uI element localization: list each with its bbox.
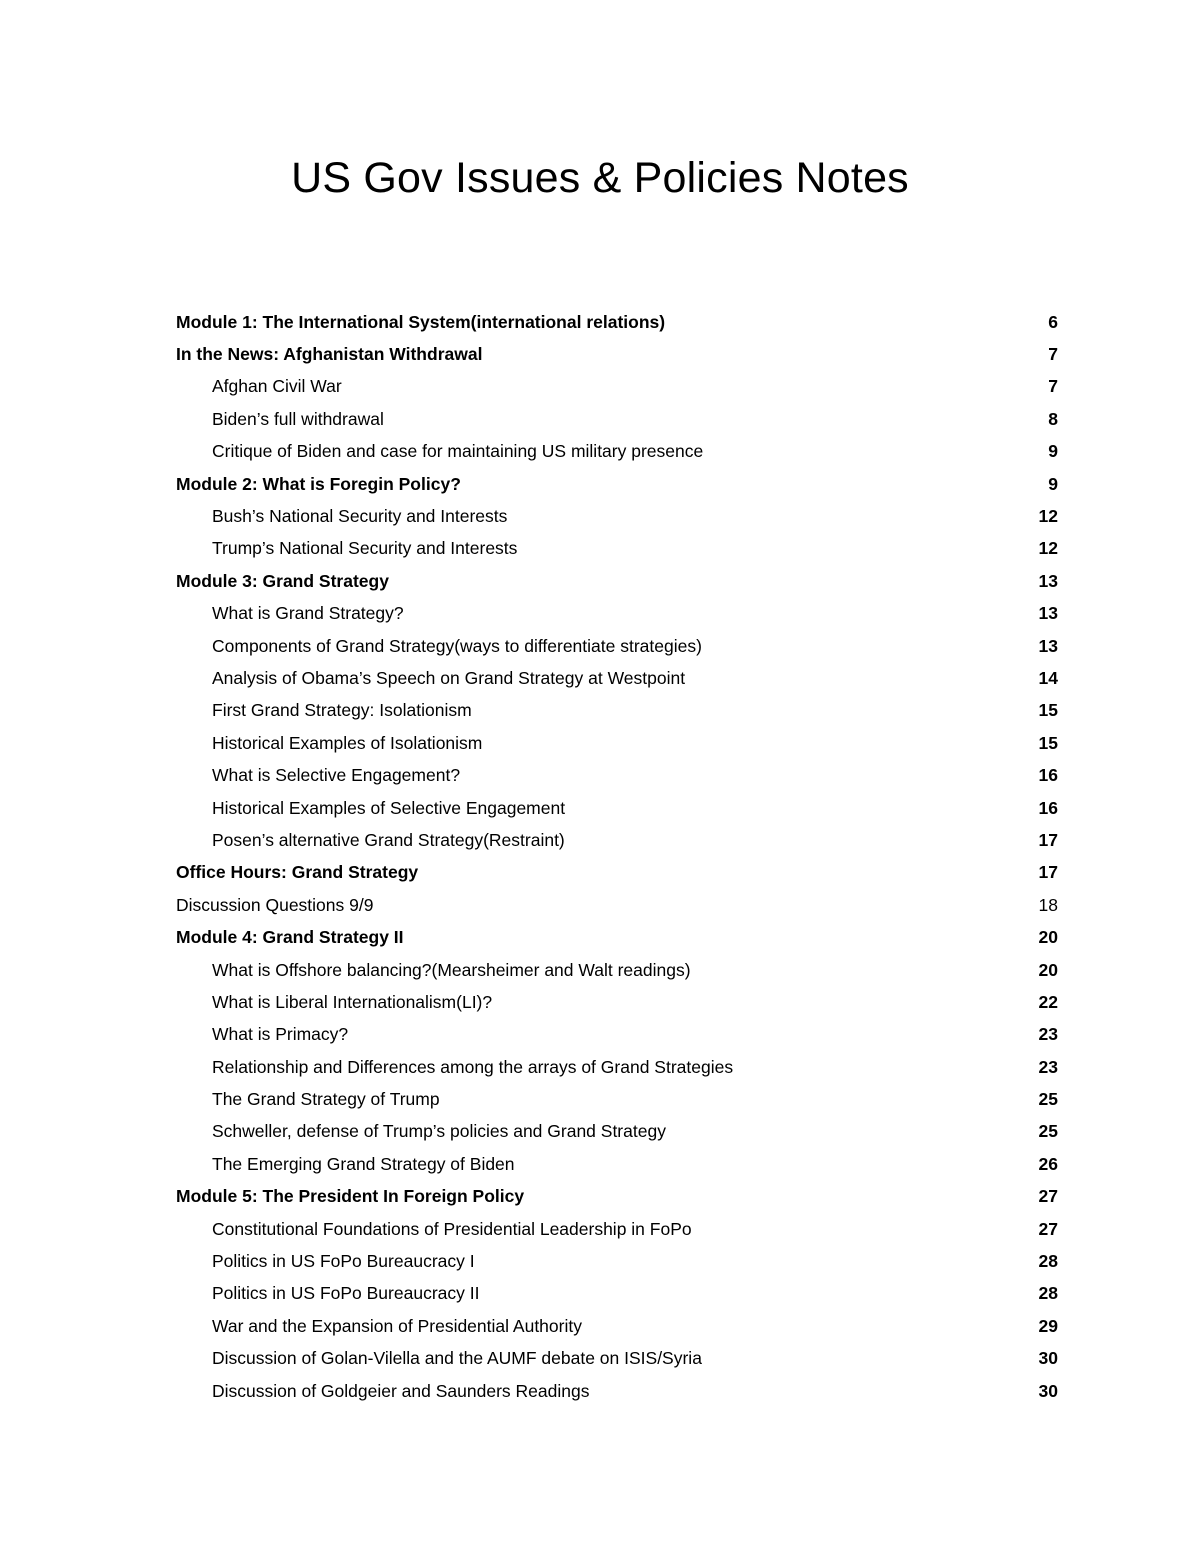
document-title: US Gov Issues & Policies Notes xyxy=(291,154,909,202)
toc-entry-label: Module 1: The International System(international relations) xyxy=(176,311,666,332)
toc-entry-page-number: 12 xyxy=(1038,538,1058,559)
toc-subsection-entry[interactable] xyxy=(176,727,1058,759)
toc-entry-page-number: 17 xyxy=(1038,829,1058,850)
toc-entry-label: Discussion of Goldgeier and Saunders Readings xyxy=(212,1380,590,1401)
toc-entry-label: Bush’s National Security and Interests xyxy=(212,506,508,527)
toc-entry-label: Historical Examples of Selective Engagement xyxy=(212,797,566,818)
toc-subsection-entry[interactable] xyxy=(176,1310,1058,1342)
toc-subsection-entry[interactable] xyxy=(176,1083,1058,1115)
toc-entry-page-number: 17 xyxy=(1038,862,1058,883)
toc-entry-page-number: 25 xyxy=(1038,1121,1058,1142)
toc-entry-page-number: 16 xyxy=(1038,765,1058,786)
toc-entry-label: Schweller, defense of Trump’s policies and Grand Strategy xyxy=(212,1121,666,1142)
toc-section-entry[interactable] xyxy=(176,565,1058,597)
toc-section-entry[interactable] xyxy=(176,306,1058,338)
toc-section-entry[interactable] xyxy=(176,921,1058,953)
toc-entry-label: Politics in US FoPo Bureaucracy I xyxy=(212,1251,475,1272)
toc-entry-label: What is Primacy? xyxy=(212,1024,349,1045)
toc-subsection-entry[interactable] xyxy=(176,1213,1058,1245)
toc-entry-label: Trump’s National Security and Interests xyxy=(212,538,518,559)
toc-entry-page-number: 30 xyxy=(1038,1348,1058,1369)
toc-section-entry[interactable] xyxy=(176,1181,1058,1213)
toc-entry-label: Historical Examples of Isolationism xyxy=(212,732,483,753)
toc-section-entry[interactable] xyxy=(176,857,1058,889)
toc-subsection-entry[interactable] xyxy=(176,1116,1058,1148)
toc-entry-page-number: 27 xyxy=(1038,1186,1058,1207)
toc-entry-page-number: 27 xyxy=(1038,1218,1058,1239)
toc-entry-label: Components of Grand Strategy(ways to differentiate strategies) xyxy=(212,635,702,656)
toc-subsection-entry[interactable] xyxy=(176,436,1058,468)
toc-entry-label: Module 5: The President In Foreign Policy xyxy=(176,1186,525,1207)
toc-entry-page-number: 28 xyxy=(1038,1283,1058,1304)
toc-section-entry[interactable] xyxy=(176,338,1058,370)
toc-subsection-entry[interactable] xyxy=(176,1278,1058,1310)
toc-subsection-entry[interactable] xyxy=(176,598,1058,630)
toc-entry-page-number: 13 xyxy=(1038,603,1058,624)
toc-entry-label: Discussion of Golan-Vilella and the AUMF debate on ISIS/Syria xyxy=(212,1348,702,1369)
toc-entry-label: Module 2: What is Foregin Policy? xyxy=(176,473,461,494)
toc-section-entry[interactable] xyxy=(176,889,1058,921)
toc-subsection-entry[interactable] xyxy=(176,1343,1058,1375)
toc-entry-page-number: 14 xyxy=(1038,667,1058,688)
toc-entry-label: Critique of Biden and case for maintaining US military presence xyxy=(212,441,704,462)
toc-entry-label: In the News: Afghanistan Withdrawal xyxy=(176,344,483,365)
toc-entry-label: Afghan Civil War xyxy=(212,376,342,397)
toc-entry-page-number: 18 xyxy=(1038,894,1058,915)
toc-entry-page-number: 26 xyxy=(1038,1153,1058,1174)
toc-entry-label: Posen’s alternative Grand Strategy(Restraint) xyxy=(212,829,565,850)
toc-entry-label: What is Liberal Internationalism(LI)? xyxy=(212,991,493,1012)
toc-entry-label: Biden’s full withdrawal xyxy=(212,408,384,429)
toc-entry-page-number: 20 xyxy=(1038,959,1058,980)
toc-entry-label: Office Hours: Grand Strategy xyxy=(176,862,419,883)
toc-subsection-entry[interactable] xyxy=(176,500,1058,532)
toc-entry-label: The Grand Strategy of Trump xyxy=(212,1089,440,1110)
toc-section-entry[interactable] xyxy=(176,468,1058,500)
toc-entry-page-number: 15 xyxy=(1038,732,1058,753)
toc-subsection-entry[interactable] xyxy=(176,1245,1058,1277)
toc-subsection-entry[interactable] xyxy=(176,403,1058,435)
toc-entry-page-number: 8 xyxy=(1048,408,1058,429)
toc-subsection-entry[interactable] xyxy=(176,1148,1058,1180)
toc-subsection-entry[interactable] xyxy=(176,824,1058,856)
toc-entry-page-number: 12 xyxy=(1038,506,1058,527)
toc-entry-label: War and the Expansion of Presidential Authority xyxy=(212,1315,582,1336)
toc-entry-page-number: 23 xyxy=(1038,1056,1058,1077)
toc-subsection-entry[interactable] xyxy=(176,1019,1058,1051)
toc-entry-label: The Emerging Grand Strategy of Biden xyxy=(212,1153,515,1174)
toc-entry-label: Module 3: Grand Strategy xyxy=(176,570,389,591)
toc-entry-label: Politics in US FoPo Bureaucracy II xyxy=(212,1283,480,1304)
toc-entry-page-number: 25 xyxy=(1038,1089,1058,1110)
toc-entry-page-number: 13 xyxy=(1038,570,1058,591)
toc-subsection-entry[interactable] xyxy=(176,630,1058,662)
toc-subsection-entry[interactable] xyxy=(176,759,1058,791)
toc-entry-label: First Grand Strategy: Isolationism xyxy=(212,700,472,721)
toc-entry-label: What is Grand Strategy? xyxy=(212,603,404,624)
toc-entry-page-number: 15 xyxy=(1038,700,1058,721)
toc-entry-page-number: 23 xyxy=(1038,1024,1058,1045)
toc-entry-label: Constitutional Foundations of Presidential Leadership in FoPo xyxy=(212,1218,692,1239)
toc-subsection-entry[interactable] xyxy=(176,695,1058,727)
toc-entry-page-number: 28 xyxy=(1038,1251,1058,1272)
toc-entry-label: Discussion Questions 9/9 xyxy=(176,894,374,915)
toc-entry-page-number: 6 xyxy=(1048,311,1058,332)
toc-subsection-entry[interactable] xyxy=(176,792,1058,824)
toc-entry-page-number: 13 xyxy=(1038,635,1058,656)
toc-subsection-entry[interactable] xyxy=(176,533,1058,565)
toc-entry-page-number: 30 xyxy=(1038,1380,1058,1401)
toc-subsection-entry[interactable] xyxy=(176,954,1058,986)
toc-entry-page-number: 7 xyxy=(1048,376,1058,397)
toc-entry-page-number: 22 xyxy=(1038,991,1058,1012)
toc-subsection-entry[interactable] xyxy=(176,986,1058,1018)
toc-entry-label: What is Offshore balancing?(Mearsheimer and Walt readings) xyxy=(212,959,691,980)
toc-entry-label: Module 4: Grand Strategy II xyxy=(176,927,404,948)
toc-entry-page-number: 20 xyxy=(1038,927,1058,948)
toc-entry-label: Analysis of Obama’s Speech on Grand Strategy at Westpoint xyxy=(212,667,686,688)
toc-subsection-entry[interactable] xyxy=(176,1051,1058,1083)
toc-entry-page-number: 9 xyxy=(1048,473,1058,494)
toc-entry-label: Relationship and Differences among the arrays of Grand Strategies xyxy=(212,1056,734,1077)
table-of-contents xyxy=(176,306,1058,1407)
toc-entry-label: What is Selective Engagement? xyxy=(212,765,461,786)
toc-entry-page-number: 9 xyxy=(1048,441,1058,462)
toc-subsection-entry[interactable] xyxy=(176,371,1058,403)
toc-subsection-entry[interactable] xyxy=(176,662,1058,694)
toc-entry-page-number: 16 xyxy=(1038,797,1058,818)
toc-entry-page-number: 29 xyxy=(1038,1315,1058,1336)
toc-entry-page-number: 7 xyxy=(1048,344,1058,365)
toc-subsection-entry[interactable] xyxy=(176,1375,1058,1407)
